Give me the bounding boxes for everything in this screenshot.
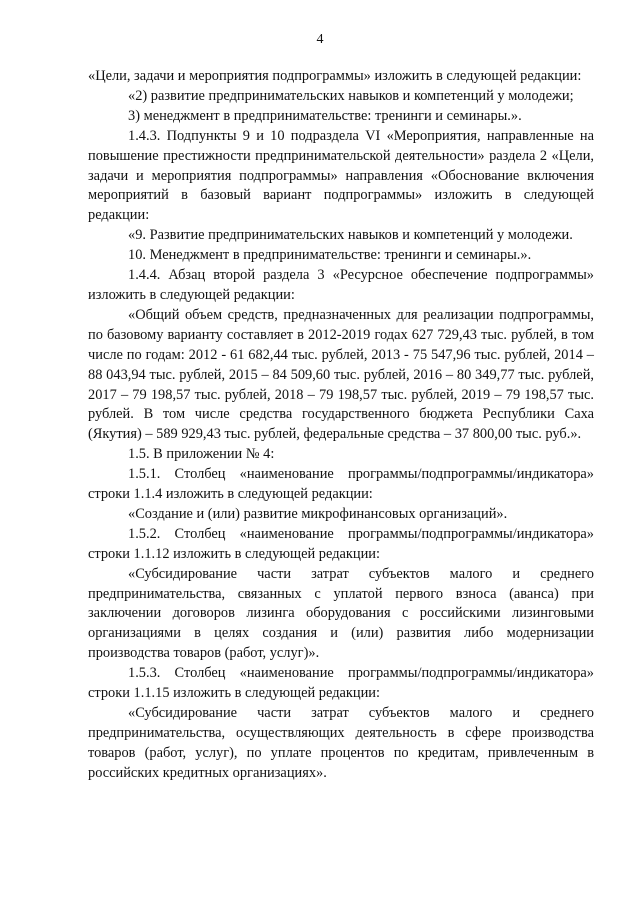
paragraph: «Субсидирование части затрат субъектов малого и среднего предпринимательства, связанных с уплатой первого взноса (аванса) при заключении договоров лизинга оборудования с российскими лизинговыми организациями в целях создания и (или) развития либо модернизации производства товаров (работ, услуг)». <box>88 565 594 662</box>
paragraph: 10. Менеджмент в предпринимательстве: тренинги и семинары.». <box>128 247 532 264</box>
paragraph: «Общий объем средств, предназначенных для реализации подпрограммы, по базовому варианту составляет в 2012-2019 годах 627 729,43 тыс. рублей, в том числе по годам: 2012 - 61 682,44 тыс. рублей, 2013 - 75 547,96 тыс. рублей, 2014 – 88 043,94 тыс. рублей, 2015 – 84 509,60 тыс. рублей, 2016 – 80 349,77 тыс. рублей, 2017 – 79 198,57 тыс. рублей, 2018 – 79 198,57 тыс. рублей, 2019 – 79 198,57 тыс. рублей. В том числе средства государственного бюджета Республики Саха (Якутия) – 589 929,43 тыс. рублей, федеральные средства – 37 800,00 тыс. руб.». <box>88 306 594 443</box>
paragraph: 1.5.3. Столбец «наименование программы/подпрограммы/индикатора» строки 1.1.15 изложить в следующей редакции: <box>88 665 594 702</box>
paragraph: 3) менеджмент в предпринимательстве: тренинги и семинары.». <box>128 107 522 124</box>
paragraph: 1.4.3. Подпункты 9 и 10 подраздела VI «Мероприятия, направленные на повышение престижности предпринимательской деятельности» раздела 2 «Цели, задачи и мероприятия подпрограммы» направления «Обоснование включения мероприятий в базовый вариант подпрограммы» изложить в следующей редакции: <box>88 127 594 224</box>
paragraph: «2) развитие предпринимательских навыков и компетенций у молодежи; <box>128 87 574 104</box>
document-body <box>88 67 594 784</box>
paragraph: 1.5.1. Столбец «наименование программы/подпрограммы/индикатора» строки 1.1.4 изложить в следующей редакции: <box>88 466 594 503</box>
paragraph: 1.5. В приложении № 4: <box>128 446 275 463</box>
paragraph: «Субсидирование части затрат субъектов малого и среднего предпринимательства, осуществляющих деятельность в сфере производства товаров (работ, услуг), по уплате процентов по кредитам, привлеченным в российских кредитных организациях». <box>88 705 594 781</box>
paragraph: 1.4.4. Абзац второй раздела 3 «Ресурсное обеспечение подпрограммы» изложить в следующей редакции: <box>88 267 594 303</box>
paragraph: 1.5.2. Столбец «наименование программы/подпрограммы/индикатора» строки 1.1.12 изложить в следующей редакции: <box>88 525 594 562</box>
paragraph: «Создание и (или) развитие микрофинансовых организаций». <box>128 505 508 522</box>
paragraph: «Цели, задачи и мероприятия подпрограммы» изложить в следующей редакции: <box>88 68 582 84</box>
paragraph: «9. Развитие предпринимательских навыков и компетенций у молодежи. <box>128 227 573 244</box>
page-number: 4 <box>316 32 324 47</box>
